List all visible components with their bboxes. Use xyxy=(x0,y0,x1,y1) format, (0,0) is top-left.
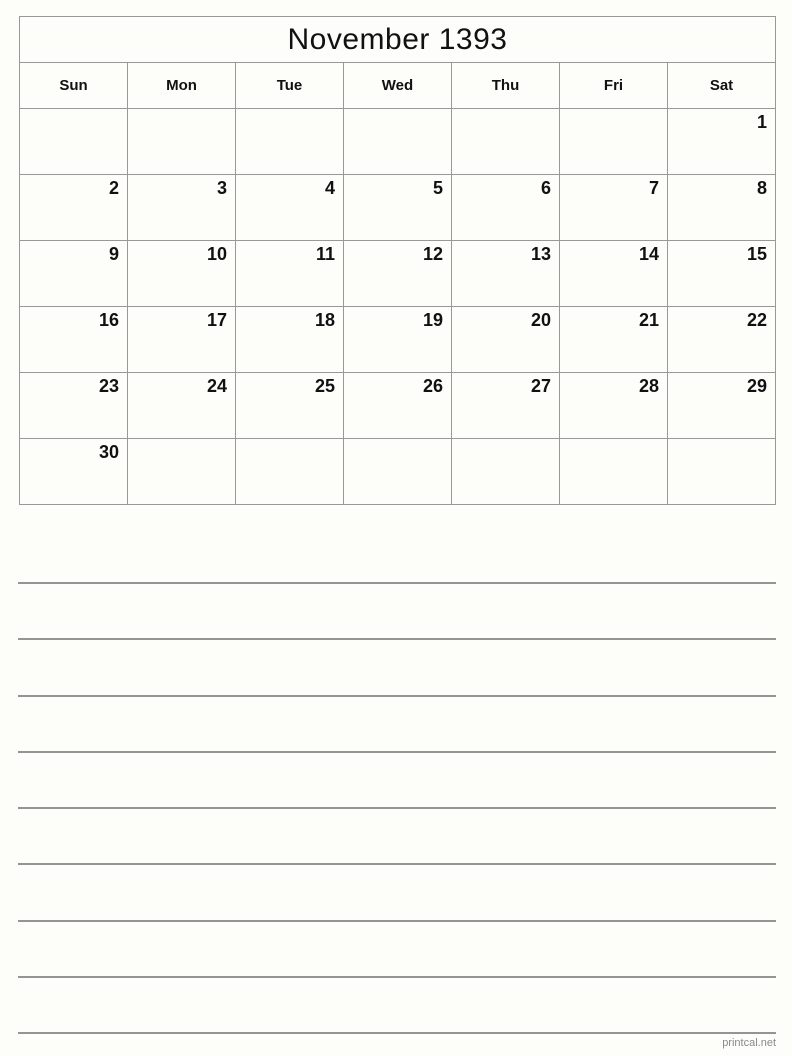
day-header-tue: Tue xyxy=(236,63,344,109)
day-cell-12: 12 xyxy=(344,241,452,307)
day-cell-29: 29 xyxy=(668,373,776,439)
day-cell-20: 20 xyxy=(452,307,560,373)
day-cell xyxy=(668,439,776,505)
week-row-4 xyxy=(20,307,776,373)
day-cell-16: 16 xyxy=(20,307,128,373)
note-line xyxy=(18,751,776,753)
day-cell-21: 21 xyxy=(560,307,668,373)
day-cell xyxy=(20,109,128,175)
day-cell-18: 18 xyxy=(236,307,344,373)
day-cell xyxy=(236,109,344,175)
week-row-3 xyxy=(20,241,776,307)
day-cell xyxy=(344,439,452,505)
week-row-2 xyxy=(20,175,776,241)
day-cell-13: 13 xyxy=(452,241,560,307)
day-cell-14: 14 xyxy=(560,241,668,307)
day-header-row xyxy=(20,63,776,109)
day-cell xyxy=(128,109,236,175)
title-row xyxy=(20,17,776,63)
day-cell-28: 28 xyxy=(560,373,668,439)
week-row-1 xyxy=(20,109,776,175)
day-cell xyxy=(560,439,668,505)
day-header-thu: Thu xyxy=(452,63,560,109)
day-header-sat: Sat xyxy=(668,63,776,109)
day-cell xyxy=(344,109,452,175)
note-line xyxy=(18,807,776,809)
week-row-6 xyxy=(20,439,776,505)
day-cell-4: 4 xyxy=(236,175,344,241)
day-header-wed: Wed xyxy=(344,63,452,109)
note-line xyxy=(18,582,776,584)
day-cell-10: 10 xyxy=(128,241,236,307)
day-cell-19: 19 xyxy=(344,307,452,373)
day-cell-23: 23 xyxy=(20,373,128,439)
day-cell-1: 1 xyxy=(668,109,776,175)
note-line xyxy=(18,695,776,697)
day-cell-8: 8 xyxy=(668,175,776,241)
day-cell xyxy=(128,439,236,505)
day-cell-22: 22 xyxy=(668,307,776,373)
day-cell-9: 9 xyxy=(20,241,128,307)
day-header-sun: Sun xyxy=(20,63,128,109)
day-cell-6: 6 xyxy=(452,175,560,241)
day-cell xyxy=(560,109,668,175)
day-cell xyxy=(236,439,344,505)
day-cell-25: 25 xyxy=(236,373,344,439)
day-cell-2: 2 xyxy=(20,175,128,241)
day-cell-27: 27 xyxy=(452,373,560,439)
day-cell-17: 17 xyxy=(128,307,236,373)
day-header-mon: Mon xyxy=(128,63,236,109)
calendar-table xyxy=(19,16,776,505)
note-line xyxy=(18,920,776,922)
day-cell-7: 7 xyxy=(560,175,668,241)
day-cell-30: 30 xyxy=(20,439,128,505)
day-cell-15: 15 xyxy=(668,241,776,307)
note-line xyxy=(18,638,776,640)
calendar-title: November 1393 xyxy=(20,17,776,63)
note-line xyxy=(18,863,776,865)
day-cell xyxy=(452,439,560,505)
week-row-5 xyxy=(20,373,776,439)
day-cell-5: 5 xyxy=(344,175,452,241)
day-header-fri: Fri xyxy=(560,63,668,109)
day-cell-26: 26 xyxy=(344,373,452,439)
day-cell-24: 24 xyxy=(128,373,236,439)
day-cell xyxy=(452,109,560,175)
footer-brand: printcal.net xyxy=(722,1037,776,1049)
note-line xyxy=(18,1032,776,1034)
note-line xyxy=(18,976,776,978)
day-cell-3: 3 xyxy=(128,175,236,241)
notes-area xyxy=(18,582,776,1034)
day-cell-11: 11 xyxy=(236,241,344,307)
